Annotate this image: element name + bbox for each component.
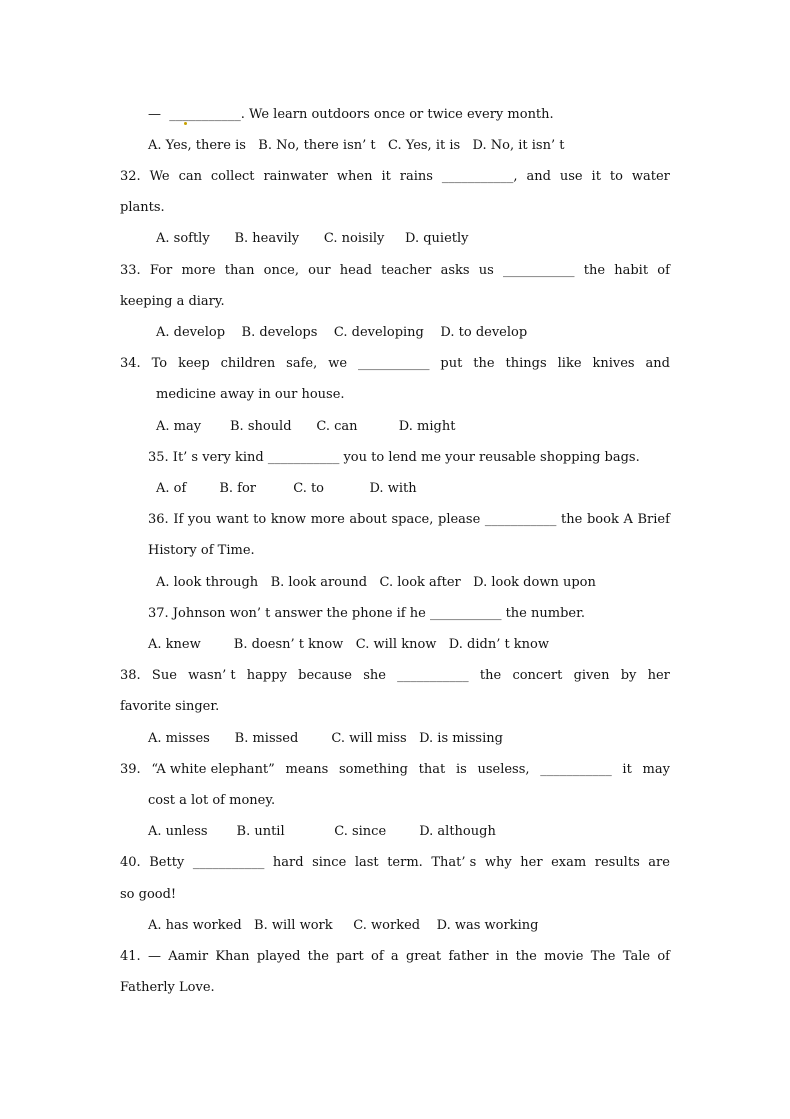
question-31-answer-line: — ___________. We learn outdoors once or twice every month. [148,107,554,123]
question-40-stem: 40. Betty ___________ hard since last term. That’ s why her exam results are [120,855,670,870]
question-33-options: A. develop B. develops C. developing D. to develop [156,325,528,340]
question-39-stem: 39. “A white elephant” means something that is useless, ___________ it may [120,762,670,777]
question-41-stem: 41. — Aamir Khan played the part of a great father in the movie The Tale of [120,949,670,964]
question-33-stem: 33. For more than once, our head teacher asks us ___________ the habit of [120,263,670,278]
question-41-stem-continued: Fatherly Love. [120,980,215,995]
question-39-options: A. unless B. until C. since D. although [148,824,496,839]
question-37-stem: 37. Johnson won’ t answer the phone if he ___________ the number. [148,606,586,621]
question-38-options: A. misses B. missed C. will miss D. is missing [148,731,503,746]
question-32-options: A. softly B. heavily C. noisily D. quietly [156,231,469,246]
question-40-stem-continued: so good! [120,887,177,902]
question-35-stem: 35. It’ s very kind ___________ you to lend me your reusable shopping bags. [148,450,640,465]
question-32-stem: 32. We can collect rainwater when it rains ___________, and use it to water [120,169,670,184]
highlight-dot-icon [184,117,189,133]
question-36-stem: 36. If you want to know more about space, please ___________ the book A Brief [148,512,670,527]
question-37-options: A. knew B. doesn’ t know C. will know D. didn’ t know [148,637,550,652]
question-34-stem-continued: medicine away in our house. [156,387,345,402]
question-33-stem-continued: keeping a diary. [120,294,225,309]
question-38-stem: 38. Sue wasn’ t happy because she ___________ the concert given by her [120,668,670,683]
question-36-stem-continued: History of Time. [148,543,255,558]
question-34-stem: 34. To keep children safe, we ___________ put the things like knives and [120,356,670,371]
question-31-options: A. Yes, there is B. No, there isn’ t C. Yes, it is D. No, it isn’ t [148,138,565,153]
question-35-options: A. of B. for C. to D. with [156,481,417,496]
question-39-stem-continued: cost a lot of money. [148,793,276,808]
question-40-options: A. has worked B. will work C. worked D. was working [148,918,539,933]
question-34-options: A. may B. should C. can D. might [156,419,456,434]
question-38-stem-continued: favorite singer. [120,699,220,714]
question-36-options: A. look through B. look around C. look after D. look down upon [156,575,596,590]
question-32-stem-continued: plants. [120,200,165,215]
